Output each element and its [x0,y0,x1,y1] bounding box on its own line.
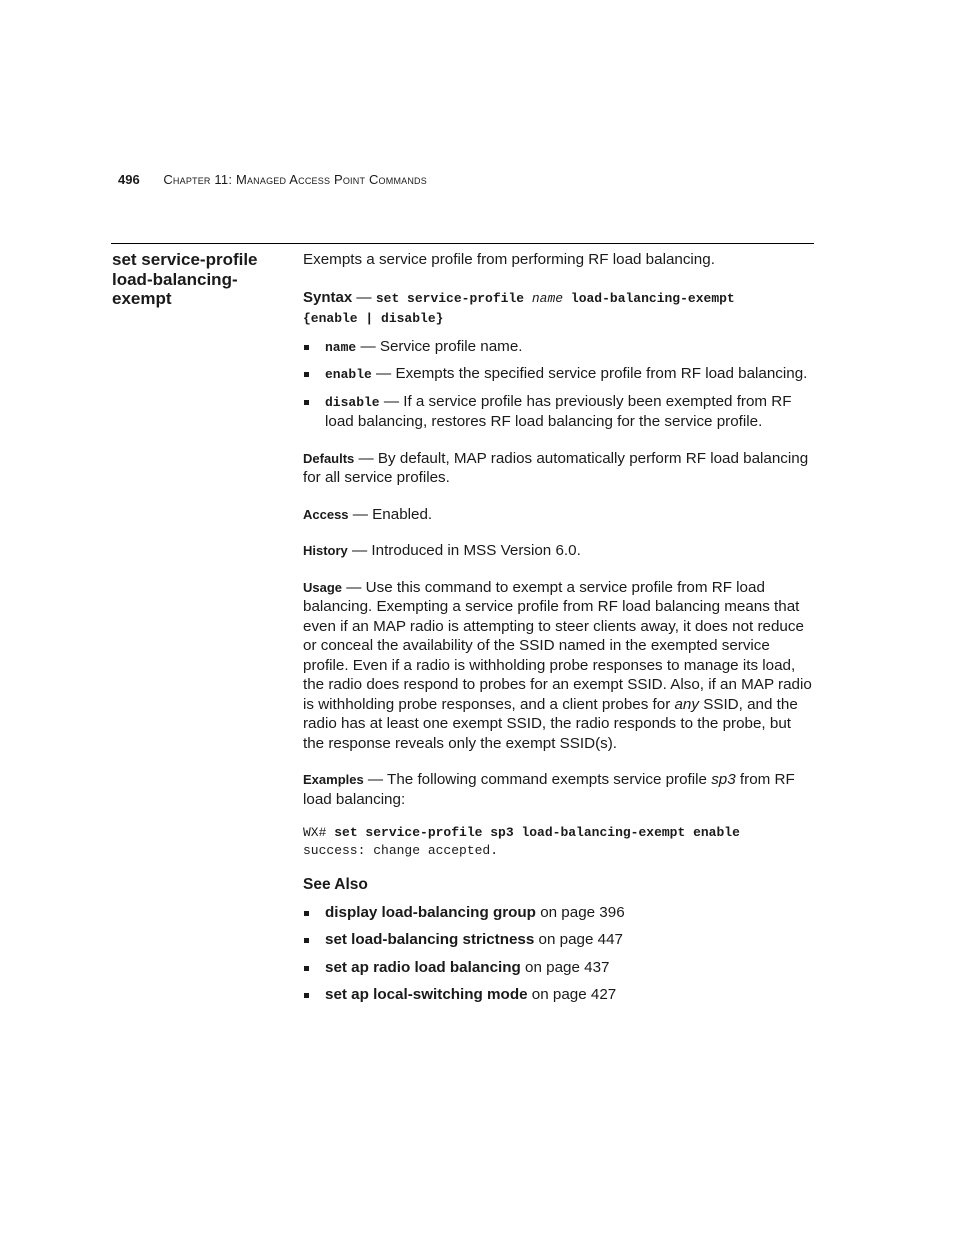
summary: Exempts a service profile from performing RF load balancing. [303,251,715,268]
xref-page: on page 427 [527,986,617,1003]
list-item [303,364,813,385]
param-list [303,337,813,432]
page-number: 496 [118,172,140,187]
syntax-label: Syntax [303,288,353,306]
examples-text: — The following command exempts service profile [363,771,712,788]
syntax-command: set service-profile [375,290,532,306]
history [303,541,813,561]
defaults-label: Defaults [303,450,355,466]
usage-emphasis: any [674,695,699,713]
usage-text-end: SSID, and the radio has at least one exempt SSID, the radio responds to the probe, but the response reveals only the exempt SSID(s). [303,695,798,752]
syntax-dash: — [352,288,376,306]
list-item [303,930,813,950]
xref-page: on page 396 [535,903,625,921]
examples [303,770,813,809]
syntax-param: name [531,290,564,306]
access-text: — Enabled. [348,505,433,523]
examples-label: Examples [303,772,364,787]
examples-text-end: from RF load balancing: [303,771,795,808]
xref-page: on page 447 [534,931,623,948]
see-also-list [303,903,813,1005]
history-text: — Introduced in MSS Version 6.0. [347,542,581,559]
list-item [303,985,813,1005]
list-item [303,958,813,978]
code-prompt: WX# [303,825,335,840]
running-header [118,172,427,187]
access [303,505,813,525]
list-item [303,903,813,923]
xref-link[interactable]: set ap radio load balancing [325,958,521,976]
xref-link[interactable]: display load-balancing group [325,903,536,921]
param-desc: — If a service profile has previously been exempted from RF load balancing, restores RF load balancing for the service profile. [325,392,792,430]
access-label: Access [303,506,349,522]
history-label: History [303,543,348,558]
examples-emphasis: sp3 [711,771,736,788]
section-rule [111,243,814,244]
param-name: disable [325,394,380,410]
syntax-options: {enable | disable} [303,311,444,326]
defaults [303,449,813,488]
defaults-text: — By default, MAP radios automatically perform RF load balancing for all service profiles. [303,449,809,486]
code-output: success: change accepted. [303,843,499,858]
syntax [303,288,813,329]
syntax-command-suffix: load-balancing-exempt [563,290,735,306]
list-item [303,392,813,432]
xref-page: on page 437 [520,958,610,976]
param-desc: — Service profile name. [356,337,523,355]
example-code [303,824,813,860]
command-body [303,250,813,1005]
chapter-title: Chapter 11: Managed Access Point Commands [163,172,427,187]
usage-label: Usage [303,579,343,595]
list-item [303,337,813,358]
xref-link[interactable]: set load-balancing strictness [325,931,535,948]
code-command: set service-profile sp3 load-balancing-exempt enable [334,825,740,840]
see-also-heading: See Also [303,876,368,893]
param-name: name [325,339,357,355]
usage [303,578,813,754]
usage-text: — Use this command to exempt a service profile from RF load balancing. Exempting a service profile from RF load balancing means that even if an MAP radio is attempting to steer clients away, it does not reduce or conceal the availability of the SSID named in the exempted service profile. Even if a radio is withholding probe responses to manage its load, the radio does respond to probes for an exempt SSID. Also, if an MAP radio is withholding probe responses, and a client probes for [303,578,812,713]
param-name: enable [325,367,372,382]
xref-link[interactable]: set ap local-switching mode [325,986,528,1003]
command-title: set service-profile load-balancing-exempt [112,250,258,308]
param-desc: — Exempts the specified service profile from RF load balancing. [371,365,808,382]
